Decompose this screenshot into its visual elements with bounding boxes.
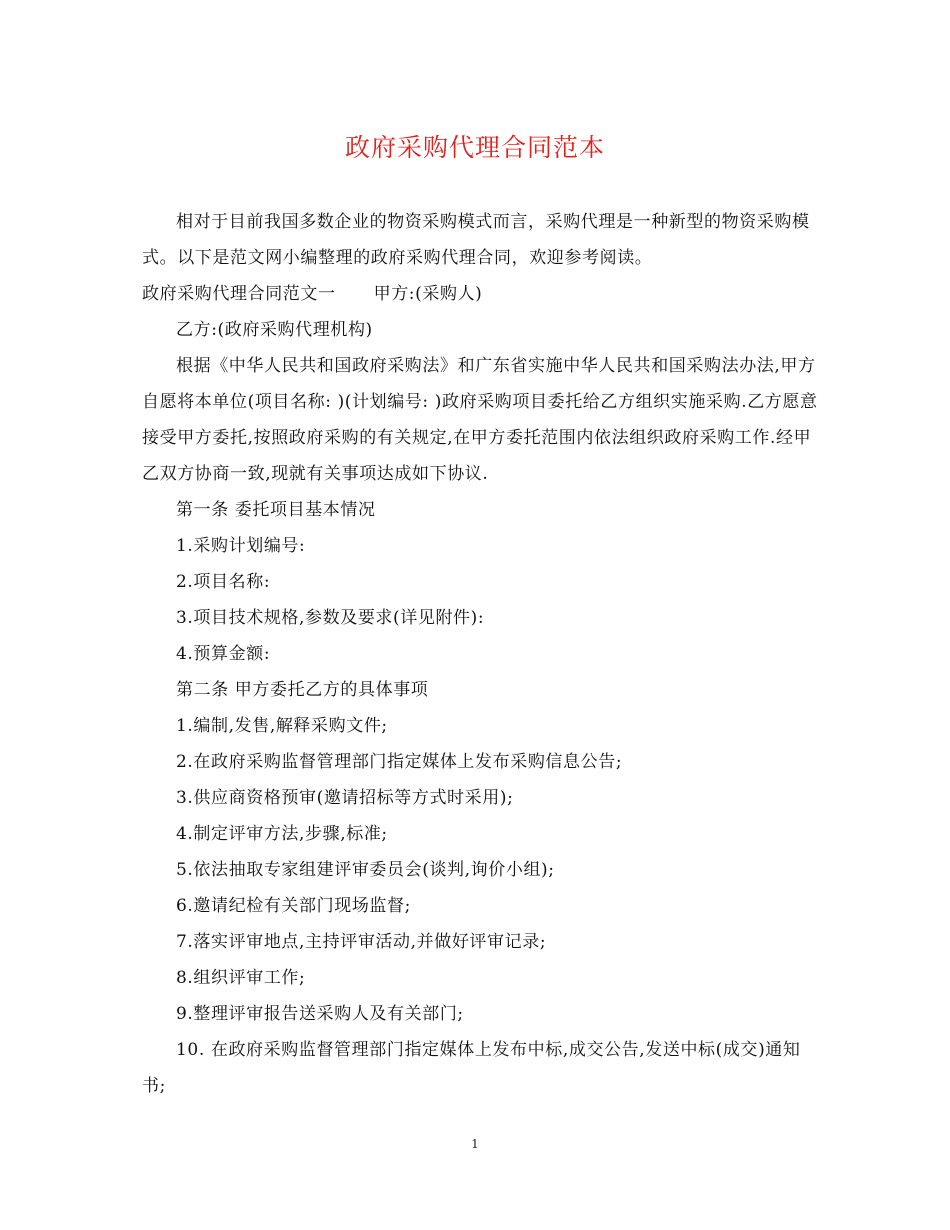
intro-paragraph: 相对于目前我国多数企业的物资采购模式而言，采购代理是一种新型的物资采购模式。以下是范文网小编整理的政府采购代理合同，欢迎参考阅读。 — [142, 212, 810, 268]
article-2-item: 10. 在政府采购监督管理部门指定媒体上发布中标,成交公告,发送中标(成交)通知书; — [142, 1040, 801, 1096]
document-title: 政府采购代理合同范本 — [344, 133, 605, 162]
article-2-item: 8.组织评审工作; — [176, 968, 306, 988]
article-2-item: 1.编制,发售,解释采购文件; — [176, 716, 388, 736]
article-2-item: 6.邀请纪检有关部门现场监督; — [176, 896, 411, 916]
article-1-item: 2.项目名称: — [176, 572, 271, 592]
article-2-item: 2.在政府采购监督管理部门指定媒体上发布采购信息公告; — [176, 752, 623, 772]
article-2-heading: 第二条 甲方委托乙方的具体事项 — [176, 680, 429, 700]
example-label: 政府采购代理合同范文一 — [142, 284, 336, 304]
article-2-item: 4.制定评审方法,步骤,标准; — [176, 824, 388, 844]
document-body — [142, 204, 822, 1104]
article-1-heading: 第一条 委托项目基本情况 — [176, 500, 376, 520]
example-line — [142, 276, 822, 312]
party-a: 甲方:(采购人) — [373, 284, 483, 304]
article-1-item: 3.项目技术规格,参数及要求(详见附件): — [176, 608, 485, 628]
party-b: 乙方:(政府采购代理机构) — [176, 320, 373, 340]
article-2-item: 3.供应商资格预审(邀请招标等方式时采用); — [176, 788, 514, 808]
article-2-item: 7.落实评审地点,主持评审活动,并做好评审记录; — [176, 932, 547, 952]
basis-paragraph: 根据《中华人民共和国政府采购法》和广东省实施中华人民共和国采购法办法,甲方自愿将本单位(项目名称: )(计划编号: )政府采购项目委托给乙方组织实施采购.乙方愿意接受甲方委托,按照政府采购的有关规定,在甲方委托范围内依法组织政府采购工作.经甲乙双方协商一致,现就有关事项达成如下协议. — [142, 356, 818, 484]
article-1-item: 1.采购计划编号: — [176, 536, 306, 556]
page-number: 1 — [471, 1137, 479, 1151]
article-2-item: 9.整理评审报告送采购人及有关部门; — [176, 1004, 464, 1024]
article-2-item: 5.依法抽取专家组建评审委员会(谈判,询价小组); — [176, 860, 555, 880]
article-1-item: 4.预算金额: — [176, 644, 271, 664]
